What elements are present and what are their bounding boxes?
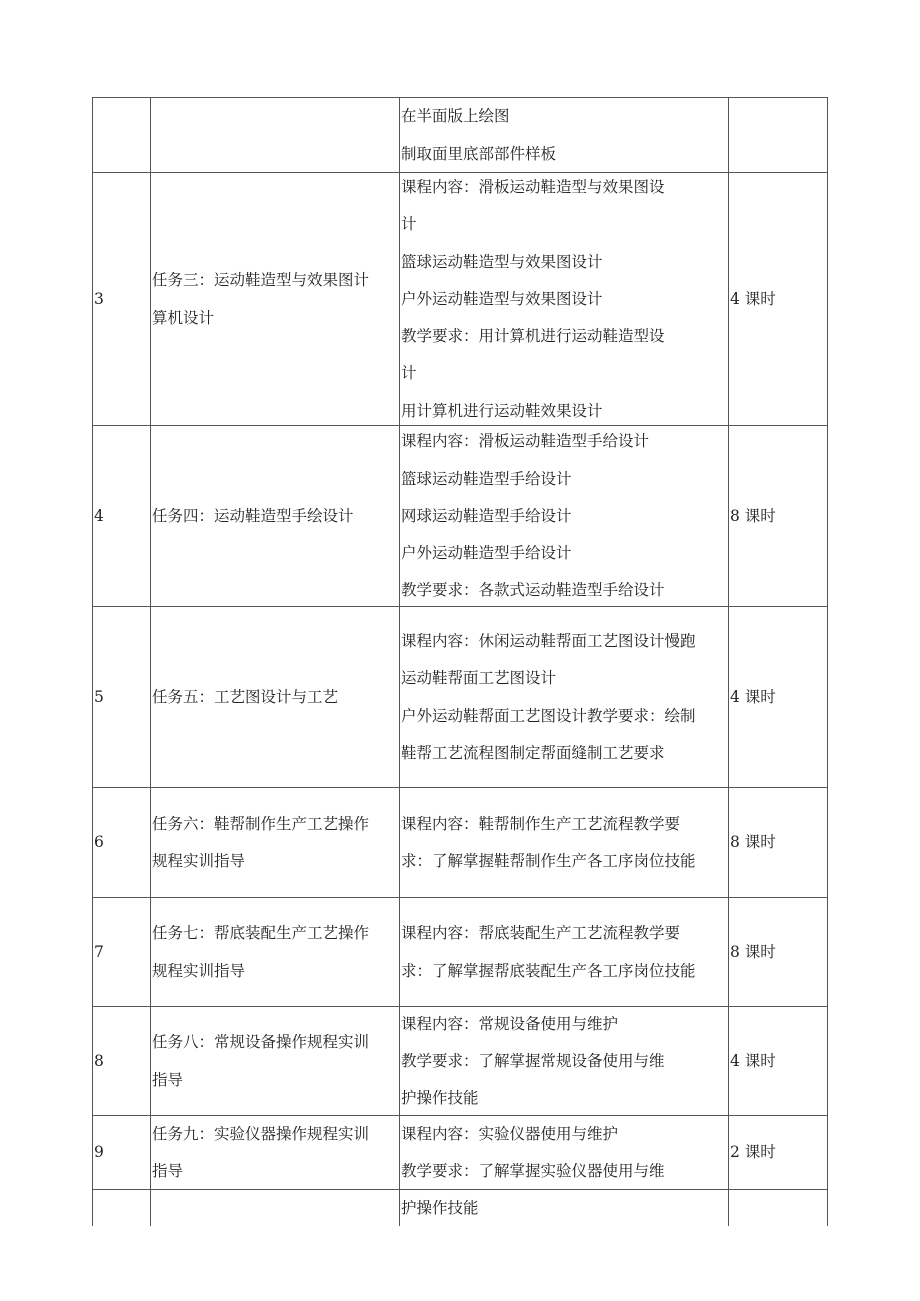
- course-content-cell-line: 课程内容：鞋帮制作生产工艺流程教学要: [401, 814, 681, 833]
- hours-cell: [728, 898, 828, 1007]
- task-name-cell: [150, 426, 399, 607]
- task-name-cell-line: 任务四：运动鞋造型手绘设计: [152, 506, 354, 525]
- table-row: [92, 787, 828, 898]
- table-row: [92, 425, 828, 607]
- table-row: [92, 97, 828, 173]
- hours-cell-line: 8 课时: [730, 506, 776, 525]
- course-content-cell-line: 课程内容：帮底装配生产工艺流程教学要: [401, 924, 681, 943]
- row-number-cell: [92, 1007, 150, 1116]
- row-number-cell-line: 7: [94, 942, 104, 961]
- row-number-cell-line: 8: [94, 1051, 104, 1070]
- task-name-cell-line: 规程实训指导: [152, 852, 246, 870]
- table-row: [92, 172, 828, 426]
- course-content-cell-line: 户外运动鞋造型与效果图设计: [401, 289, 603, 308]
- task-name-cell-line: 任务九：实验仪器操作规程实训: [152, 1124, 370, 1143]
- row-number-cell-line: 3: [94, 289, 104, 308]
- course-content-cell-line: 篮球运动鞋造型手给设计: [401, 469, 572, 488]
- course-content-cell-line: 户外运动鞋造型手给设计: [401, 544, 572, 563]
- table-row: [92, 1189, 828, 1226]
- task-name-cell: [150, 1190, 399, 1226]
- task-name-cell-line: 任务五：工艺图设计与工艺: [152, 687, 339, 706]
- course-content-cell-line: 护操作技能: [401, 1089, 479, 1108]
- course-content-cell-line: 运动鞋帮面工艺图设计: [401, 669, 557, 688]
- course-content-cell-line: 用计算机进行运动鞋效果设计: [401, 401, 603, 420]
- course-content-cell: [399, 1190, 728, 1226]
- table-row: [92, 1115, 828, 1190]
- row-number-cell: [92, 173, 150, 426]
- course-content-cell-line: 计: [401, 215, 417, 234]
- course-content-cell: [399, 898, 728, 1007]
- task-name-cell: [150, 1116, 399, 1190]
- row-number-cell: [92, 1190, 150, 1226]
- hours-cell: [728, 1007, 828, 1116]
- task-name-cell-line: 任务三：运动鞋造型与效果图计: [152, 271, 370, 290]
- task-name-cell-line: 任务七：帮底装配生产工艺操作: [152, 924, 370, 943]
- task-name-cell: [150, 788, 399, 898]
- hours-cell: [728, 607, 828, 788]
- course-content-cell: [399, 788, 728, 898]
- course-content-cell-line: 鞋帮工艺流程图制定帮面缝制工艺要求: [401, 743, 665, 762]
- course-content-cell-line: 教学要求：各款式运动鞋造型手给设计: [401, 581, 665, 600]
- hours-cell: [728, 98, 828, 173]
- task-name-cell: [150, 898, 399, 1007]
- task-name-cell-line: 任务六：鞋帮制作生产工艺操作: [152, 814, 370, 833]
- course-content-cell-line: 教学要求：了解掌握实验仪器使用与维: [401, 1162, 665, 1180]
- task-name-cell: [150, 98, 399, 173]
- hours-cell-line: 8 课时: [730, 833, 776, 852]
- course-content-cell-line: 教学要求：用计算机进行运动鞋造型设: [401, 327, 665, 346]
- course-content-cell: [399, 426, 728, 607]
- course-content-cell-line: 课程内容：滑板运动鞋造型与效果图设: [401, 177, 665, 196]
- course-content-cell-line: 篮球运动鞋造型与效果图设计: [401, 252, 603, 271]
- row-number-cell: [92, 426, 150, 607]
- task-name-cell-line: 规程实训指导: [152, 961, 246, 980]
- course-content-cell-line: 课程内容：休闲运动鞋帮面工艺图设计慢跑: [401, 631, 696, 650]
- row-number-cell-line: 5: [94, 687, 104, 706]
- course-content-cell-line: 教学要求：了解掌握常规设备使用与维: [401, 1051, 665, 1070]
- course-content-cell: [399, 98, 728, 173]
- course-content-cell-line: 制取面里底部部件样板: [401, 144, 557, 163]
- course-content-cell-line: 网球运动鞋造型手给设计: [401, 506, 572, 525]
- course-content-cell-line: 户外运动鞋帮面工艺图设计教学要求：绘制: [401, 706, 696, 725]
- hours-cell: [728, 788, 828, 898]
- course-content-cell-line: 课程内容：实验仪器使用与维护: [401, 1124, 619, 1143]
- row-number-cell: [92, 1116, 150, 1190]
- row-number-cell: [92, 98, 150, 173]
- task-name-cell-line: 算机设计: [152, 308, 215, 327]
- row-number-cell: [92, 788, 150, 898]
- row-number-cell: [92, 898, 150, 1007]
- hours-cell-line: 8 课时: [730, 942, 776, 961]
- hours-cell: [728, 173, 828, 426]
- course-content-cell: [399, 1116, 728, 1190]
- row-number-cell-line: 9: [94, 1143, 104, 1162]
- hours-cell: [728, 426, 828, 607]
- course-content-cell-line: 求：了解掌握帮底装配生产各工序岗位技能: [401, 961, 696, 980]
- task-name-cell-line: 指导: [152, 1162, 184, 1180]
- task-name-cell: [150, 607, 399, 788]
- table-row: [92, 897, 828, 1007]
- course-content-cell-line: 求：了解掌握鞋帮制作生产各工序岗位技能: [401, 852, 696, 870]
- task-name-cell-line: 任务八：常规设备操作规程实训: [152, 1033, 370, 1052]
- course-content-cell: [399, 607, 728, 788]
- course-content-cell-line: 在半面版上绘图: [401, 107, 510, 126]
- hours-cell: [728, 1116, 828, 1190]
- hours-cell-line: 4 课时: [730, 687, 776, 706]
- row-number-cell: [92, 607, 150, 788]
- course-content-cell-line: 护操作技能: [401, 1199, 479, 1217]
- table-row: [92, 1006, 828, 1116]
- course-content-cell: [399, 173, 728, 426]
- course-content-cell-line: 计: [401, 364, 417, 383]
- course-content-cell-line: 课程内容：常规设备使用与维护: [401, 1014, 619, 1033]
- table-row: [92, 606, 828, 788]
- task-name-cell: [150, 173, 399, 426]
- hours-cell-line: 2 课时: [730, 1143, 776, 1162]
- course-content-cell-line: 课程内容：滑板运动鞋造型手给设计: [401, 432, 650, 451]
- hours-cell: [728, 1190, 828, 1226]
- hours-cell-line: 4 课时: [730, 289, 776, 308]
- task-name-cell: [150, 1007, 399, 1116]
- course-content-cell: [399, 1007, 728, 1116]
- hours-cell-line: 4 课时: [730, 1051, 776, 1070]
- task-name-cell-line: 指导: [152, 1070, 184, 1089]
- row-number-cell-line: 4: [94, 506, 104, 525]
- row-number-cell-line: 6: [94, 833, 104, 852]
